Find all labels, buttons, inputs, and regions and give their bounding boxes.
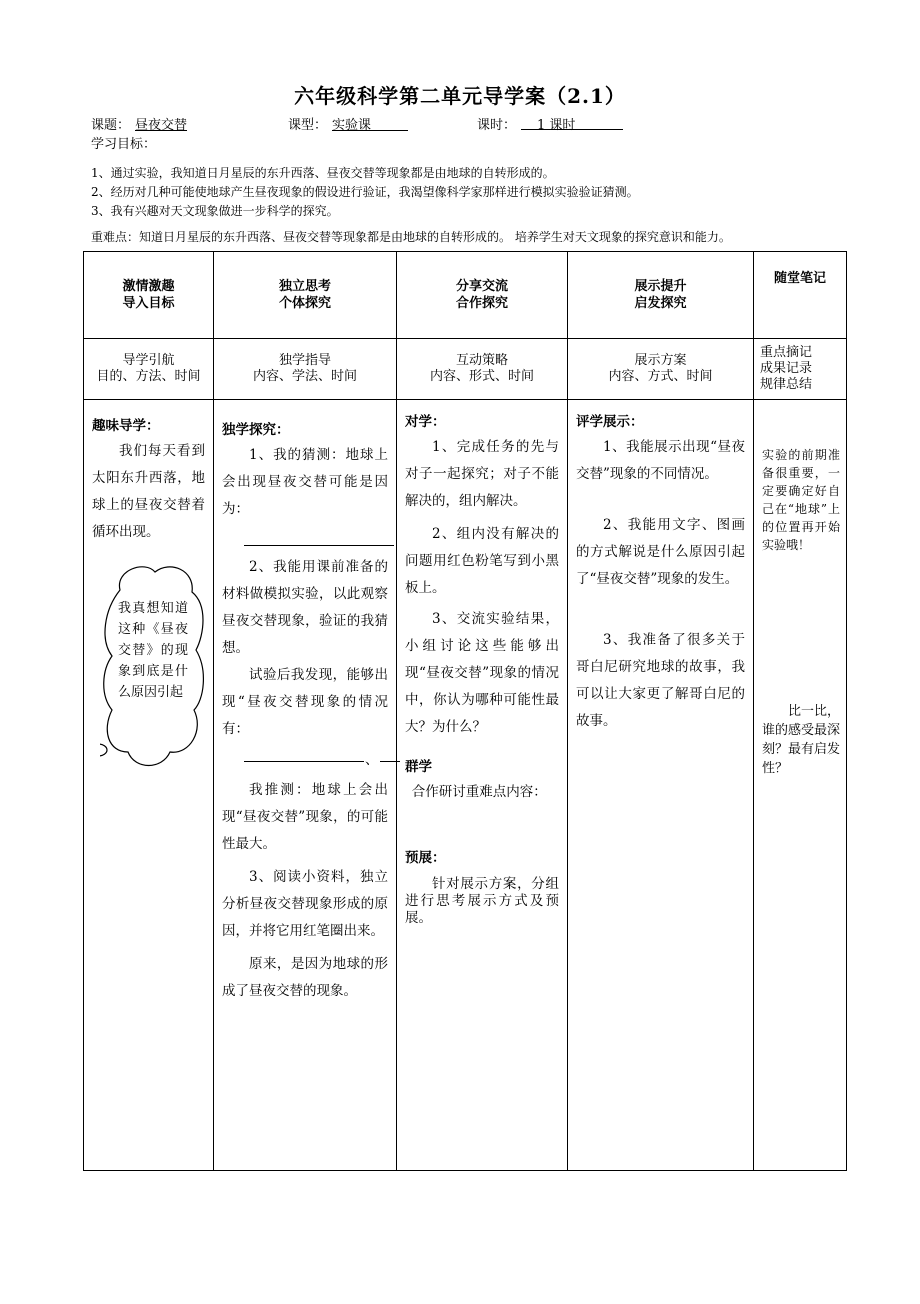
- objective-3: 3、我有兴趣对天文现象做进一步科学的探究。: [91, 204, 339, 218]
- self-study-p1: 1、我的猜测：地球上会出现昼夜交替可能是因为：: [222, 447, 388, 517]
- preview-label: 预展：: [405, 850, 446, 866]
- subheader-cell: [84, 339, 214, 400]
- note-1: 实验的前期准备很重要，一定要确定好自己在“地球”上的位置再开始实验哦！: [762, 448, 840, 552]
- group-study-cell: [397, 400, 568, 1171]
- header-line: 激情激趣: [122, 279, 175, 294]
- note-2: 比一比，谁的感受最深刻？最有启发性？: [762, 704, 841, 776]
- subheader-line: 重点摘记: [760, 345, 813, 360]
- self-study-p2: 2、我能用课前准备的材料做模拟实验，以此观察昼夜交替现象，验证的我猜想。: [222, 559, 388, 656]
- intro-text: 我们每天看到太阳东升西落，地球上的昼夜交替着循环出现。: [92, 443, 205, 540]
- subheader-line: 目的、方法、时间: [96, 369, 201, 384]
- objective-2: 2、经历对几种可能使地球产生昼夜现象的假设进行验证，我渴望像科学家那样进行模拟实验验证猜测。: [91, 185, 639, 199]
- group-study-p4: 合作研讨重难点内容：: [411, 784, 547, 800]
- key-points: 重难点：知道日月星辰的东升西落、昼夜交替等现象都是由地球的自转形成的。 培养学生对天文现象的探究意识和能力。: [91, 230, 731, 244]
- answer-blank[interactable]: [244, 761, 364, 762]
- objective-1: 1、通过实验，我知道日月星辰的东升西落、昼夜交替等现象都是由地球的自转形成的。: [91, 166, 555, 180]
- header-cell: [84, 252, 214, 339]
- subheader-cell: [214, 339, 397, 400]
- show-p3: 3、我准备了很多关于哥白尼研究地球的故事，我可以让大家更了解哥白尼的故事。: [576, 632, 745, 729]
- show-label: 评学展示：: [576, 414, 644, 430]
- type-value: 实验课: [332, 114, 408, 131]
- objectives-label: 学习目标：: [91, 137, 157, 152]
- header-cell: [214, 252, 397, 339]
- answer-blank[interactable]: [244, 531, 394, 546]
- header-line: 随堂笔记: [773, 271, 826, 286]
- subheader-line: 成果记录: [760, 361, 813, 376]
- intro-label: 趣味导学：: [92, 418, 160, 434]
- self-study-p4: 我推测：地球上会出现“昼夜交替”现象，的可能性最大。: [222, 782, 388, 852]
- subheader-line: 内容、学法、时间: [252, 369, 357, 384]
- blank-separator: 、: [365, 752, 379, 768]
- show-p1: 1、我能展示出现“昼夜交替”现象的不同情况。: [576, 439, 745, 482]
- header-line: 导入目标: [122, 296, 175, 311]
- pair-study-label: 对学：: [405, 414, 446, 430]
- header-line: 分享交流: [455, 279, 508, 294]
- subheader-line: 导学引航: [122, 353, 175, 368]
- header-line: 合作探究: [455, 296, 508, 311]
- topic-label: 课题：: [91, 118, 131, 133]
- subheader-line: 内容、形式、时间: [429, 369, 534, 384]
- hours-value: 1 课时: [521, 114, 623, 130]
- subheader-line: 规律总结: [760, 377, 813, 392]
- answer-blank-row: [222, 743, 388, 777]
- header-line: 个体探究: [278, 296, 331, 311]
- page-title: 六年级科学第二单元导学案（2.1）: [294, 84, 626, 108]
- type-label: 课型：: [288, 118, 328, 133]
- self-study-p5: 3、阅读小资料，独立分析昼夜交替现象形成的原因，并将它用红笔圈出来。: [222, 869, 388, 939]
- header-line: 独立思考: [278, 279, 331, 294]
- header-line: 展示提升: [634, 279, 687, 294]
- group-label: 群学: [405, 759, 432, 775]
- header-line: 启发探究: [634, 296, 687, 311]
- subheader-cell: [568, 339, 754, 400]
- group-study-p3: 3、交流实验结果，小组讨论这些能够出现“昼夜交替”现象的情况中，你认为哪种可能性最大？为什么？: [405, 611, 559, 735]
- notes-cell: [754, 400, 847, 1171]
- subheader-cell: [754, 339, 847, 400]
- self-study-p3: 试验后我发现，能够出现“昼夜交替现象的情况有：: [222, 667, 388, 737]
- header-cell: [397, 252, 568, 339]
- lesson-meta: [91, 114, 851, 132]
- header-row: [84, 252, 847, 339]
- thought-cloud-text: 我真想知道这种《昼夜交替》的现象到底是什么原因引起: [118, 601, 188, 700]
- self-study-label: 独学探究：: [222, 422, 290, 438]
- group-study-p2: 2、组内没有解决的问题用红色粉笔写到小黑板上。: [405, 526, 559, 596]
- show-cell: [568, 400, 754, 1171]
- subheader-line: 内容、方式、时间: [608, 369, 713, 384]
- subheader-line: 独学指导: [278, 353, 331, 368]
- group-study-p1: 1、完成任务的先与对子一起探究；对子不能解决的，组内解决。: [405, 439, 559, 509]
- group-study-p5: 针对展示方案，分组进行思考展示方式及预展。: [405, 876, 559, 926]
- subheader-row: [84, 339, 847, 400]
- hours-label: 课时：: [477, 118, 517, 133]
- show-p2: 2、我能用文字、图画的方式解说是什么原因引起了“昼夜交替”现象的发生。: [576, 517, 745, 587]
- subheader-line: 展示方案: [634, 353, 687, 368]
- subheader-line: 互动策略: [455, 353, 508, 368]
- header-cell: [754, 252, 847, 339]
- topic-value: 昼夜交替: [135, 118, 188, 133]
- self-study-cell: [214, 400, 397, 1171]
- self-study-p6: 原来，是因为地球的形成了昼夜交替的现象。: [222, 956, 388, 999]
- subheader-cell: [397, 339, 568, 400]
- header-cell: [568, 252, 754, 339]
